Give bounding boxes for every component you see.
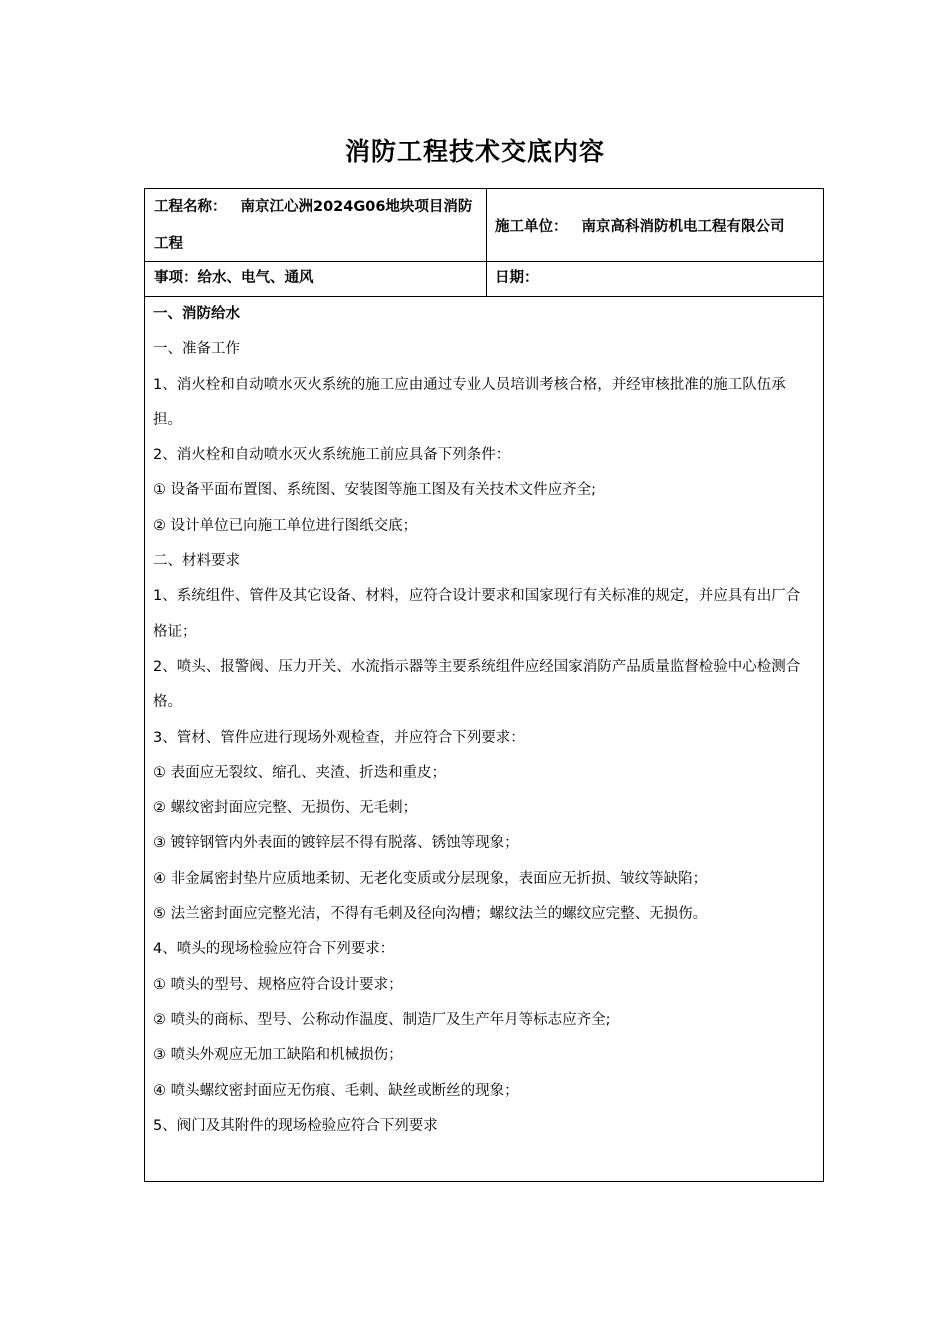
content-line: ① 喷头的型号、规格应符合设计要求；: [153, 976, 403, 993]
content-line: ③ 镀锌钢管内外表面的镀锌层不得有脱落、锈蚀等现象；: [153, 835, 519, 852]
column-divider: [486, 189, 487, 296]
content-line: ② 喷头的商标、型号、公称动作温度、制造厂及生产年月等标志应齐全;: [153, 1011, 611, 1028]
content-line: ② 螺纹密封面应完整、无损伤、无毛刺；: [153, 800, 418, 817]
matters-label: 事项：: [154, 270, 198, 286]
content-line: 4、喷头的现场检验应符合下列要求：: [153, 941, 395, 958]
construction-unit-cell: [495, 189, 785, 261]
content-line: ⑤ 法兰密封面应完整光洁，不得有毛刺及径向沟槽；螺纹法兰的螺纹应完整、无损伤。: [153, 906, 708, 923]
content-line: 5、阀门及其附件的现场检验应符合下列要求: [153, 1117, 438, 1134]
content-line: 1、系统组件、管件及其它设备、材料，应符合设计要求和国家现行有关标准的规定，并应具有出厂合格证；: [153, 588, 801, 640]
disclosure-content: [153, 297, 813, 1144]
content-line: 3、管材、管件应进行现场外观检查，并应符合下列要求：: [153, 729, 525, 746]
unit-label: 施工单位：: [495, 218, 568, 235]
content-line: 2、喷头、报警阀、压力开关、水流指示器等主要系统组件应经国家消防产品质量监督检验中心检测合格。: [153, 658, 801, 711]
content-line: ③ 喷头外观应无加工缺陷和机械损伤；: [153, 1047, 403, 1064]
project-label: 工程名称：: [154, 199, 227, 215]
disclosure-form-table: [144, 188, 824, 1182]
content-line: ① 表面应无裂纹、缩孔、夹渣、折迭和重皮；: [153, 764, 447, 781]
project-name-cell: [154, 189, 479, 263]
date-label: 日期：: [495, 270, 539, 286]
content-line: 一、准备工作: [153, 341, 240, 358]
date-cell: [495, 261, 539, 296]
content-line: ① 设备平面布置图、系统图、安装图等施工图及有关技术文件应齐全;: [153, 482, 596, 499]
content-line: 2、消火栓和自动喷水灭火系统施工前应具备下列条件：: [153, 447, 511, 464]
matters-cell: [154, 261, 314, 296]
unit-name: 南京高科消防机电工程有限公司: [581, 218, 785, 235]
content-line: 1、消火栓和自动喷水灭火系统的施工应由通过专业人员培训考核合格，并经审核批准的施工队伍承担。: [153, 376, 786, 428]
content-line: ② 设计单位已向施工单位进行图纸交底；: [153, 517, 418, 534]
content-line: ④ 非金属密封垫片应质地柔韧、无老化变质或分层现象，表面应无折损、皱纹等缺陷；: [153, 870, 708, 887]
matters-value: 给水、电气、通风: [197, 270, 314, 286]
content-line: 二、材料要求: [153, 553, 240, 570]
page-title: 消防工程技术交底内容: [344, 137, 605, 166]
section-heading: 一、消防给水: [153, 306, 240, 322]
content-line: ④ 喷头螺纹密封面应无伤痕、毛刺、缺丝或断丝的现象；: [153, 1082, 519, 1099]
project-name: 南京江心洲2024G06地块项目消防工程: [154, 199, 473, 252]
